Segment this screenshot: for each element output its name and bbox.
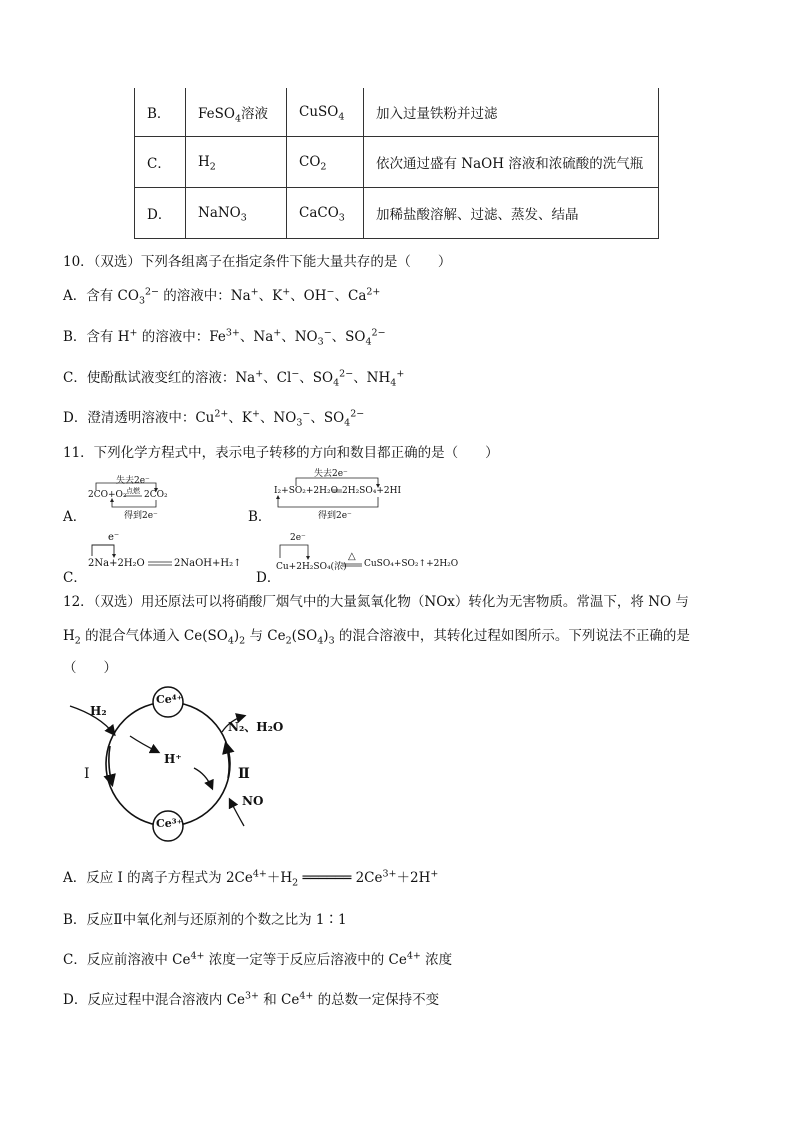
q11-label-a: A． [63, 509, 87, 525]
hplus-label: H⁺ [164, 752, 182, 766]
q12-option-d: D．反应过程中混合溶液内 $Ce^{3+}$ 和 $Ce^{4+}$ 的总数一定保持不变 [63, 990, 440, 1008]
table-row [135, 137, 659, 188]
equation-b: 失去2e⁻ I₂+SO₂+2H₂O 2H₂SO₄+2HI 得到2e⁻ [274, 465, 394, 520]
q10-option-a: A．含有 $CO_3^{2-}$ 的溶液中：Na+、K+、OH−、$Ca^{2+}$ [63, 286, 381, 307]
q12-option-a: A．反应 Ⅰ 的离子方程式为 $2Ce^{4+}+H_2$ ══════ $2Ce^{3+}+2H^+$ [63, 868, 439, 889]
table-row [135, 188, 659, 239]
ce4-label: Ce⁴⁺ [156, 693, 183, 706]
equation-c: e⁻ 2Na+2H₂O 2NaOH+H₂↑ [88, 530, 238, 575]
substance-cell: FeSO$_4$溶液 [186, 88, 287, 137]
substance-cell: NaNO$_3$ [186, 188, 287, 239]
q11-label-d: D． [256, 570, 281, 586]
q12-stem-line3: （ ） [63, 660, 117, 676]
h2-label: H₂ [90, 704, 107, 718]
reaction-i-label: Ⅰ [84, 766, 90, 782]
q12-stem-line2: $H_2$ 的混合气体通入 $Ce(SO_4)_2$ 与 $Ce_2(SO_4)_3$ 的混合溶液中，其转化过程如图所示。下列说法不正确的是 [63, 628, 690, 647]
q11-stem: 11．下列化学方程式中，表示电子转移的方向和数目都正确的是（ ） [63, 445, 499, 461]
impurity-cell: $CO_2$ [287, 137, 364, 188]
q10-option-d: D．澄清透明溶液中：$Cu^{2+}$、K+、$NO_3^-$、$SO_4^{2-}$ [63, 408, 365, 429]
q12-option-b: B．反应Ⅱ中氧化剂与还原剂的个数之比为 1∶1 [63, 912, 347, 928]
impurity-cell: CuSO$_4$ [287, 88, 364, 137]
q11-label-b: B． [248, 509, 272, 525]
options-table [134, 88, 659, 239]
equation-d: 2e⁻ Cu+2H₂SO₄(浓) △ CuSO₄+SO₂↑+2H₂O [276, 532, 456, 577]
q10-option-b: B．含有 H+ 的溶液中：$Fe^{3+}$、Na+、$NO_3^-$、$SO_4^{2-}$ [63, 327, 386, 348]
equation-a: 失去2e⁻ 2CO+O₂ 点燃 2CO₂ 得到2e⁻ [88, 473, 168, 518]
q10-option-c: C．使酚酞试液变红的溶液：Na+、Cl−、$SO_4^{2-}$、$NH_4^+$ [63, 368, 405, 389]
reaction-ii-label: Ⅱ [238, 766, 250, 782]
q12-stem-line1: 12．（双选）用还原法可以将硝酸厂烟气中的大量氮氧化物（NOx）转化为无害物质。常温下，将 NO 与 [63, 594, 689, 610]
table-row [135, 88, 659, 137]
impurity-cell: CaCO$_3$ [287, 188, 364, 239]
q12-option-c: C．反应前溶液中 $Ce^{4+}$ 浓度一定等于反应后溶液中的 $Ce^{4+}$ 浓度 [63, 950, 453, 968]
cerium-cycle-diagram [60, 680, 300, 850]
row-label: C． [135, 137, 186, 188]
row-label: B． [135, 88, 186, 137]
method-cell: 依次通过盛有 NaOH 溶液和浓硫酸的洗气瓶 [364, 137, 659, 188]
no-label: NO [242, 794, 264, 808]
q10-stem: 10．（双选）下列各组离子在指定条件下能大量共存的是（ ） [63, 254, 452, 270]
row-label: D． [135, 188, 186, 239]
q11-label-c: C． [63, 570, 87, 586]
ce3-label: Ce³⁺ [156, 817, 183, 830]
method-cell: 加稀盐酸溶解、过滤、蒸发、结晶 [364, 188, 659, 239]
substance-cell: $H_2$ [186, 137, 287, 188]
n2-h2o-label: N₂、H₂O [228, 720, 284, 734]
method-cell: 加入过量铁粉并过滤 [364, 88, 659, 137]
